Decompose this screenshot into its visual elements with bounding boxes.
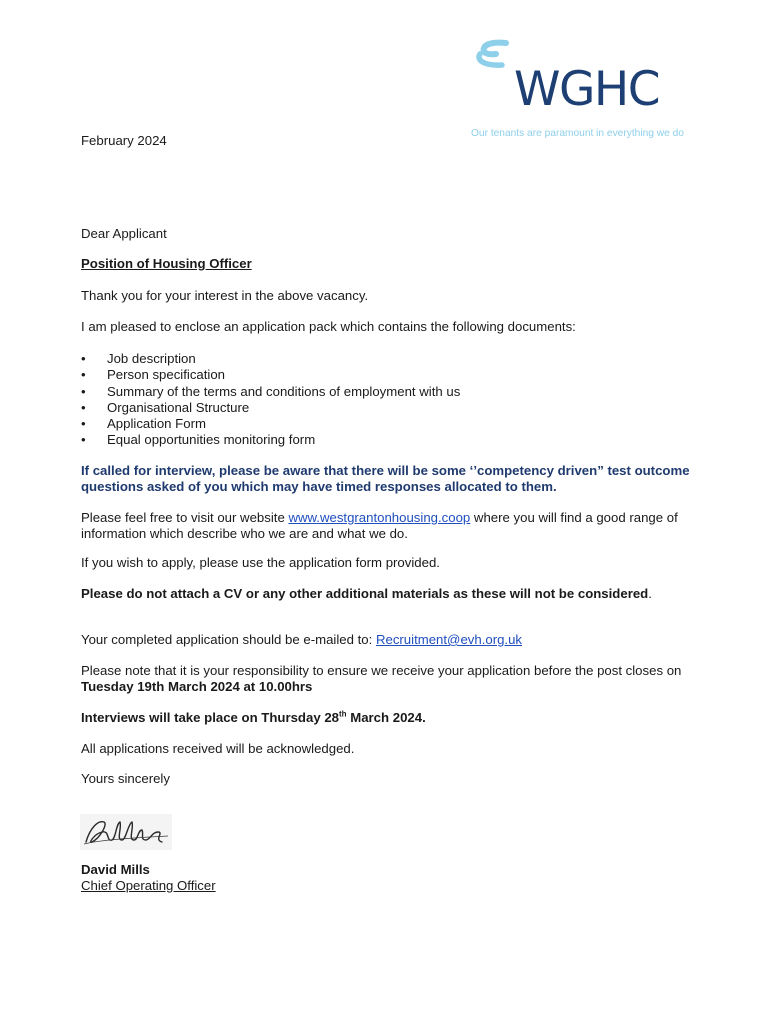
signer-name: David Mills [81,862,150,877]
apply-paragraph: If you wish to apply, please use the application form provided. [81,555,440,570]
company-logo [462,34,702,144]
deadline-paragraph [81,663,691,695]
interviews-text-before: Interviews will take place on Thursday 28 [81,710,339,725]
list-item [81,400,641,416]
logo-wordmark: WGHC [514,62,660,117]
bullet-icon: • [81,367,86,383]
interviews-text-after: March 2024. [346,710,426,725]
website-paragraph [81,510,691,542]
logo-tagline: Our tenants are paramount in everything we do [471,128,684,139]
list-item [81,367,641,383]
list-item-label: Organisational Structure [107,399,250,415]
letter-date: February 2024 [81,133,167,148]
website-text-after: where you will find a good range of information which describe who we are and what we do. [81,510,678,541]
email-paragraph [81,632,681,648]
bullet-icon: • [81,351,86,366]
signer-title: Chief Operating Officer [81,878,216,893]
list-item-label: Job description [107,351,196,366]
bullet-icon: • [81,432,86,448]
list-item [81,351,641,367]
documents-list [81,351,641,449]
email-text-before: Your completed application should be e-mailed to: [81,632,376,647]
signature-image [80,814,172,850]
website-link[interactable]: www.westgrantonhousing.coop [288,510,471,525]
no-cv-period: . [648,586,652,601]
list-item-label: Person specification [107,367,226,383]
bullet-icon: • [81,416,86,432]
no-cv-paragraph [81,586,681,602]
subject-line: Position of Housing Officer [81,256,252,271]
deadline-date: Tuesday 19th March 2024 at 10.00hrs [81,679,313,694]
list-item-label: Application Form [107,416,206,432]
interviews-ordinal: th [339,709,347,719]
closing-line: Yours sincerely [81,771,170,786]
logo-swoosh-icon [470,38,514,70]
list-item-label: Equal opportunities monitoring form [107,432,316,448]
interviews-paragraph [81,710,681,726]
no-cv-text: Please do not attach a CV or any other additional materials as these will not be considered [81,586,649,601]
salutation: Dear Applicant [81,226,167,241]
list-item [81,384,641,400]
list-item-label: Summary of the terms and conditions of employment with us [107,383,461,399]
website-text-before: Please feel free to visit our website [81,510,289,525]
list-item [81,432,641,448]
list-item [81,416,641,432]
acknowledged-paragraph: All applications received will be acknowledged. [81,741,355,756]
email-link[interactable]: Recruitment@evh.org.uk [375,632,523,647]
deadline-text: Please note that it is your responsibility to ensure we receive your application before the post closes on [81,663,682,678]
bullet-icon: • [81,383,86,399]
interview-notice: If called for interview, please be aware that there will be some ‘’competency driven” test outcome questions asked of you which may have timed responses allocated to them. [81,463,690,494]
thanks-paragraph: Thank you for your interest in the above vacancy. [81,288,369,303]
enclose-paragraph: I am pleased to enclose an application pack which contains the following documents: [81,319,576,334]
bullet-icon: • [81,399,86,415]
